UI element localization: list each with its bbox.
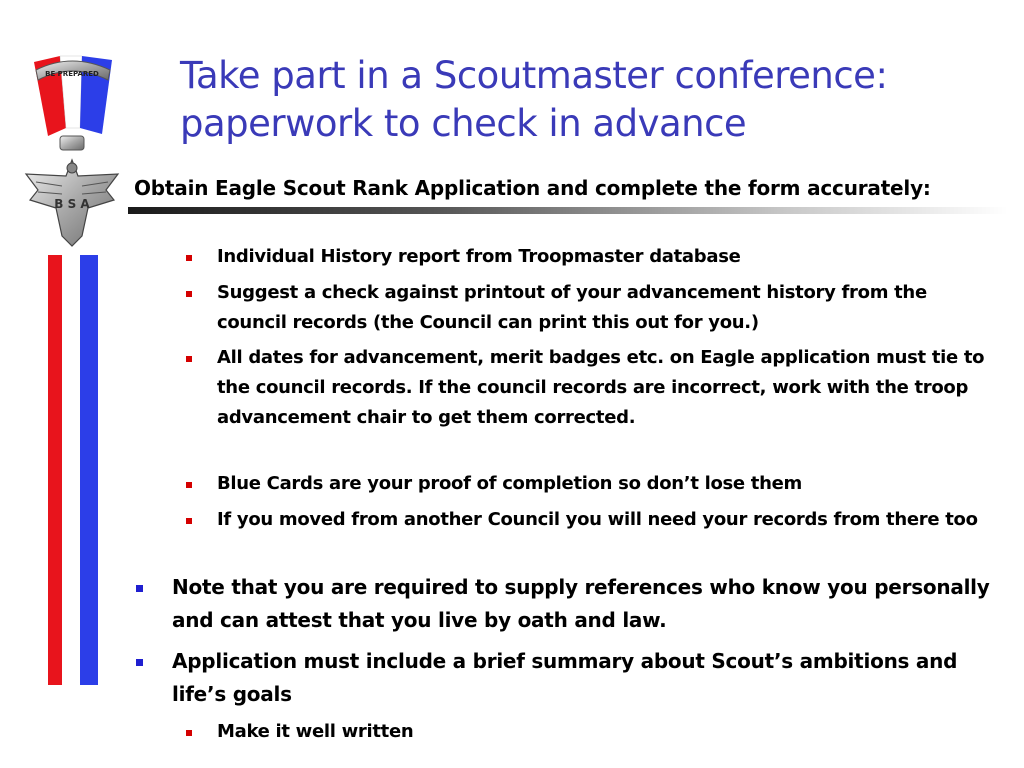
red-bullet-icon [186,255,192,261]
red-bullet-icon [186,518,192,524]
sub-bullet-moved-council: If you moved from another Council you will need your records from there too [217,509,978,530]
medal-scroll-text: BE PREPARED [45,70,99,78]
red-bullet-icon [186,291,192,297]
title-line-2: paperwork to check in advance [180,102,747,145]
sub-bullet-all-dates: All dates for advancement, merit badges etc. on Eagle application must tie to the council records. If the council records are incorrect, work with the troop advancement chair to get them corrected. [217,347,985,428]
title-line-1: Take part in a Scoutmaster conference: [180,54,888,97]
main-bullet-summary: Application must include a brief summary about Scout’s ambitions and life’s goals [172,649,958,706]
red-bullet-icon [186,730,192,736]
red-bullet-icon [186,482,192,488]
sub-bullet-history-report: Individual History report from Troopmaster database [217,246,741,267]
blue-bullet-icon [136,585,143,592]
sub-bullet-well-written: Make it well written [217,721,414,742]
blue-bullet-icon [136,659,143,666]
sub-bullet-blue-cards: Blue Cards are your proof of completion so don’t lose them [217,473,802,494]
medal-emblem-text: B S A [54,197,90,211]
main-bullet-references: Note that you are required to supply references who know you personally and can attest that you live by oath and law. [172,575,990,632]
red-bullet-icon [186,356,192,362]
sub-bullet-check-printout: Suggest a check against printout of your advancement history from the council records (the Council can print this out for you.) [217,282,927,333]
intro-paragraph: Obtain Eagle Scout Rank Application and complete the form accurately: [134,176,931,200]
